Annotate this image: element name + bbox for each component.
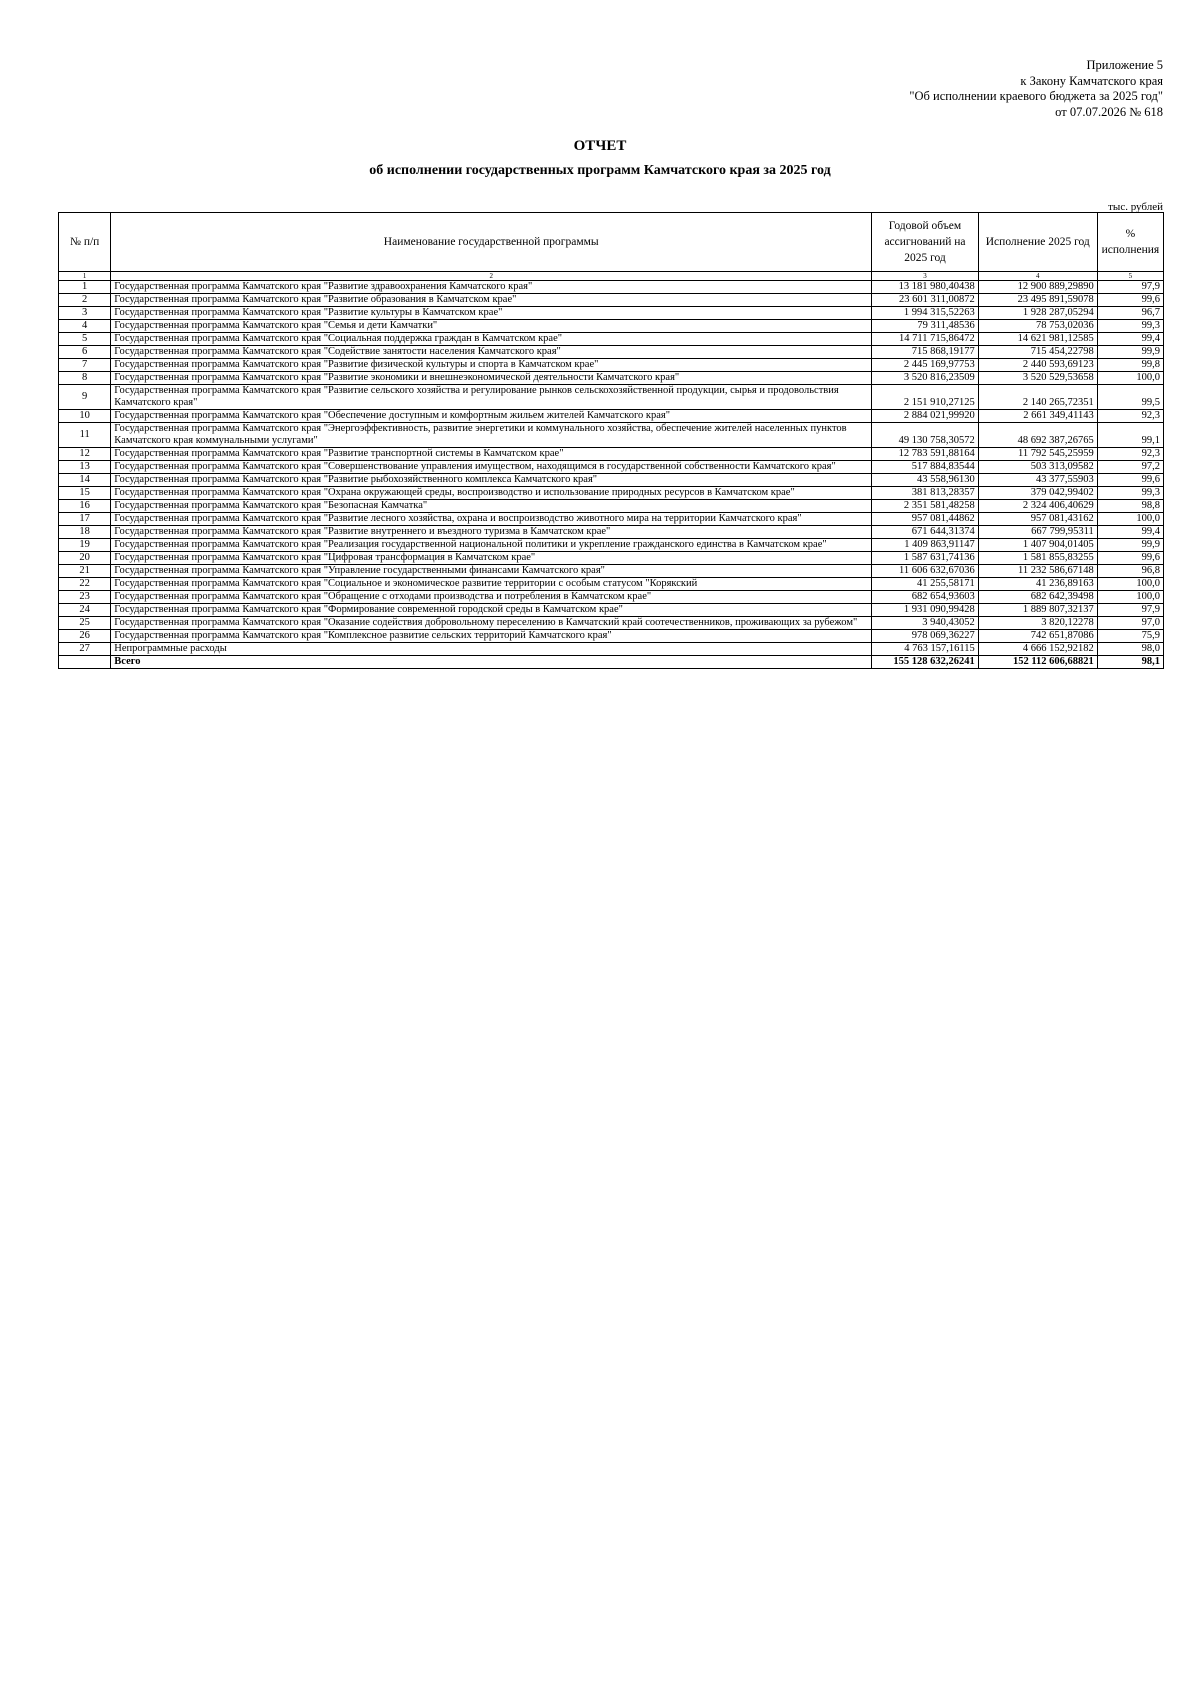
program-name: Непрограммные расходы	[111, 643, 872, 656]
executed-amount: 2 440 593,69123	[978, 359, 1097, 372]
planned-amount: 517 884,83544	[872, 461, 979, 474]
table-row	[59, 500, 1164, 513]
program-name: Государственная программа Камчатского края "Формирование современной городской среды в Камчатском крае"	[111, 604, 872, 617]
table-row	[59, 565, 1164, 578]
program-name: Государственная программа Камчатского края "Развитие экономики и внешнеэкономической деятельности Камчатского края"	[111, 372, 872, 385]
execution-percent: 99,6	[1097, 474, 1163, 487]
execution-percent: 99,4	[1097, 526, 1163, 539]
execution-percent: 99,6	[1097, 552, 1163, 565]
executed-amount: 715 454,22798	[978, 346, 1097, 359]
planned-amount: 3 940,43052	[872, 617, 979, 630]
planned-amount: 79 311,48536	[872, 320, 979, 333]
table-row	[59, 604, 1164, 617]
table-row	[59, 578, 1164, 591]
executed-amount: 1 407 904,01405	[978, 539, 1097, 552]
planned-amount: 2 445 169,97753	[872, 359, 979, 372]
executed-amount: 14 621 981,12585	[978, 333, 1097, 346]
planned-amount: 2 884 021,99920	[872, 410, 979, 423]
execution-percent: 96,8	[1097, 565, 1163, 578]
executed-amount: 4 666 152,92182	[978, 643, 1097, 656]
row-number: 24	[59, 604, 111, 617]
total-num-cell	[59, 656, 111, 669]
report-subtitle: об исполнении государственных программ Камчатского края за 2025 год	[369, 163, 831, 178]
row-number: 2	[59, 294, 111, 307]
planned-amount: 3 520 816,23509	[872, 372, 979, 385]
executed-amount: 1 928 287,05294	[978, 307, 1097, 320]
table-row	[59, 372, 1164, 385]
execution-percent: 98,0	[1097, 643, 1163, 656]
execution-percent: 97,9	[1097, 281, 1163, 294]
table-row	[59, 448, 1164, 461]
program-name: Государственная программа Камчатского края "Развитие рыбохозяйственного комплекса Камчатского края"	[111, 474, 872, 487]
row-number: 21	[59, 565, 111, 578]
row-number: 5	[59, 333, 111, 346]
planned-amount: 1 994 315,52263	[872, 307, 979, 320]
row-number: 9	[59, 385, 111, 410]
executed-amount: 957 081,43162	[978, 513, 1097, 526]
table-row	[59, 526, 1164, 539]
row-number: 16	[59, 500, 111, 513]
column-numbers-row	[59, 272, 1164, 281]
program-name: Государственная программа Камчатского края "Реализация государственной национальной политики и укрепление гражданского единства в Камчатском крае"	[111, 539, 872, 552]
executed-amount: 41 236,89163	[978, 578, 1097, 591]
row-number: 13	[59, 461, 111, 474]
row-number: 14	[59, 474, 111, 487]
execution-percent: 99,6	[1097, 294, 1163, 307]
executed-amount: 2 661 349,41143	[978, 410, 1097, 423]
program-name: Государственная программа Камчатского края "Содействие занятости населения Камчатского края"	[111, 346, 872, 359]
row-number: 17	[59, 513, 111, 526]
program-name: Государственная программа Камчатского края "Комплексное развитие сельских территорий Камчатского края"	[111, 630, 872, 643]
row-number: 8	[59, 372, 111, 385]
row-number: 12	[59, 448, 111, 461]
executed-amount: 503 313,09582	[978, 461, 1097, 474]
planned-amount: 4 763 157,16115	[872, 643, 979, 656]
execution-percent: 99,4	[1097, 333, 1163, 346]
table-row	[59, 307, 1164, 320]
program-name: Государственная программа Камчатского края "Оказание содействия добровольному переселению в Камчатский край соотечественников, проживающих за рубежом"	[111, 617, 872, 630]
total-row	[59, 656, 1164, 669]
table-row	[59, 539, 1164, 552]
row-number: 25	[59, 617, 111, 630]
executed-amount: 2 324 406,40629	[978, 500, 1097, 513]
table-row	[59, 474, 1164, 487]
execution-percent: 75,9	[1097, 630, 1163, 643]
planned-amount: 2 351 581,48258	[872, 500, 979, 513]
program-name: Государственная программа Камчатского края "Управление государственными финансами Камчатского края"	[111, 565, 872, 578]
program-name: Государственная программа Камчатского края "Развитие физической культуры и спорта в Камчатском крае"	[111, 359, 872, 372]
table-row	[59, 346, 1164, 359]
program-name: Государственная программа Камчатского края "Цифровая трансформация в Камчатском крае"	[111, 552, 872, 565]
executed-amount: 43 377,55903	[978, 474, 1097, 487]
program-name: Государственная программа Камчатского края "Социальная поддержка граждан в Камчатском крае"	[111, 333, 872, 346]
execution-percent: 99,9	[1097, 346, 1163, 359]
appendix-line: от 07.07.2026 № 618	[1055, 104, 1163, 119]
appendix-note	[909, 58, 1163, 120]
total-plan: 155 128 632,26241	[872, 656, 979, 669]
row-number: 27	[59, 643, 111, 656]
planned-amount: 43 558,96130	[872, 474, 979, 487]
program-name: Государственная программа Камчатского края "Семья и дети Камчатки"	[111, 320, 872, 333]
table-row	[59, 487, 1164, 500]
header-fact: Исполнение 2025 год	[978, 213, 1097, 272]
program-name: Государственная программа Камчатского края "Обеспечение доступным и комфортным жильем жителей Камчатского края"	[111, 410, 872, 423]
execution-percent: 100,0	[1097, 591, 1163, 604]
executed-amount: 379 042,99402	[978, 487, 1097, 500]
execution-percent: 100,0	[1097, 513, 1163, 526]
row-number: 10	[59, 410, 111, 423]
table-row	[59, 333, 1164, 346]
table-row	[59, 423, 1164, 448]
execution-percent: 99,1	[1097, 423, 1163, 448]
execution-percent: 97,9	[1097, 604, 1163, 617]
executed-amount: 3 820,12278	[978, 617, 1097, 630]
planned-amount: 381 813,28357	[872, 487, 979, 500]
header-plan: Годовой объем ассигнований на 2025 год	[872, 213, 979, 272]
executed-amount: 667 799,95311	[978, 526, 1097, 539]
execution-percent: 99,5	[1097, 385, 1163, 410]
executed-amount: 1 889 807,32137	[978, 604, 1097, 617]
table-row	[59, 630, 1164, 643]
table-row	[59, 281, 1164, 294]
execution-percent: 98,8	[1097, 500, 1163, 513]
planned-amount: 1 409 863,91147	[872, 539, 979, 552]
executed-amount: 742 651,87086	[978, 630, 1097, 643]
planned-amount: 671 644,31374	[872, 526, 979, 539]
program-name: Государственная программа Камчатского края "Развитие образования в Камчатском крае"	[111, 294, 872, 307]
row-number: 22	[59, 578, 111, 591]
execution-percent: 97,2	[1097, 461, 1163, 474]
planned-amount: 11 606 632,67036	[872, 565, 979, 578]
program-name: Государственная программа Камчатского края "Развитие внутреннего и въездного туризма в Камчатском крае"	[111, 526, 872, 539]
total-label: Всего	[111, 656, 872, 669]
planned-amount: 12 783 591,88164	[872, 448, 979, 461]
planned-amount: 2 151 910,27125	[872, 385, 979, 410]
programs-table	[58, 212, 1164, 669]
program-name: Государственная программа Камчатского края "Обращение с отходами производства и потребления в Камчатском крае"	[111, 591, 872, 604]
units-label: тыс. рублей	[1108, 201, 1163, 213]
execution-percent: 99,3	[1097, 320, 1163, 333]
program-name: Государственная программа Камчатского края "Социальное и экономическое развитие территории с особым статусом "Корякский	[111, 578, 872, 591]
row-number: 6	[59, 346, 111, 359]
planned-amount: 49 130 758,30572	[872, 423, 979, 448]
table-row	[59, 294, 1164, 307]
executed-amount: 11 232 586,67148	[978, 565, 1097, 578]
table-row	[59, 513, 1164, 526]
table-row	[59, 410, 1164, 423]
program-name: Государственная программа Камчатского края "Безопасная Камчатка"	[111, 500, 872, 513]
executed-amount: 1 581 855,83255	[978, 552, 1097, 565]
executed-amount: 11 792 545,25959	[978, 448, 1097, 461]
program-name: Государственная программа Камчатского края "Развитие здравоохранения Камчатского края"	[111, 281, 872, 294]
planned-amount: 978 069,36227	[872, 630, 979, 643]
table-row	[59, 461, 1164, 474]
execution-percent: 97,0	[1097, 617, 1163, 630]
appendix-line: Приложение 5	[1086, 58, 1163, 72]
program-name: Государственная программа Камчатского края "Охрана окружающей среды, воспроизводство и использование природных ресурсов в Камчатском крае"	[111, 487, 872, 500]
row-number: 15	[59, 487, 111, 500]
column-number: 5	[1097, 272, 1163, 281]
header-pct: % исполнения	[1097, 213, 1163, 272]
row-number: 18	[59, 526, 111, 539]
column-number: 3	[872, 272, 979, 281]
planned-amount: 1 931 090,99428	[872, 604, 979, 617]
row-number: 19	[59, 539, 111, 552]
execution-percent: 99,3	[1097, 487, 1163, 500]
appendix-line: к Закону Камчатского края	[1020, 73, 1163, 88]
execution-percent: 92,3	[1097, 410, 1163, 423]
row-number: 7	[59, 359, 111, 372]
planned-amount: 13 181 980,40438	[872, 281, 979, 294]
row-number: 1	[59, 281, 111, 294]
planned-amount: 1 587 631,74136	[872, 552, 979, 565]
table-row	[59, 320, 1164, 333]
execution-percent: 96,7	[1097, 307, 1163, 320]
row-number: 23	[59, 591, 111, 604]
header-num: № п/п	[59, 213, 111, 272]
executed-amount: 48 692 387,26765	[978, 423, 1097, 448]
table-row	[59, 591, 1164, 604]
planned-amount: 14 711 715,86472	[872, 333, 979, 346]
table-row	[59, 385, 1164, 410]
executed-amount: 23 495 891,59078	[978, 294, 1097, 307]
program-name: Государственная программа Камчатского края "Энергоэффективность, развитие энергетики и коммунального хозяйства, обеспечение жителей населенных пунктов Камчатского края коммунальными услугами"	[111, 423, 872, 448]
table-row	[59, 643, 1164, 656]
planned-amount: 957 081,44862	[872, 513, 979, 526]
report-title: ОТЧЕТ	[573, 138, 627, 154]
execution-percent: 99,8	[1097, 359, 1163, 372]
row-number: 26	[59, 630, 111, 643]
table-header-row	[59, 213, 1164, 272]
appendix-line: "Об исполнении краевого бюджета за 2025 год"	[909, 89, 1163, 103]
program-name: Государственная программа Камчатского края "Развитие сельского хозяйства и регулирование рынков сельскохозяйственной продукции, сырья и продовольствия Камчатского края"	[111, 385, 872, 410]
table-row	[59, 552, 1164, 565]
executed-amount: 682 642,39498	[978, 591, 1097, 604]
executed-amount: 3 520 529,53658	[978, 372, 1097, 385]
table-row	[59, 359, 1164, 372]
executed-amount: 78 753,02036	[978, 320, 1097, 333]
table-body	[59, 281, 1164, 656]
executed-amount: 12 900 889,29890	[978, 281, 1097, 294]
column-number: 4	[978, 272, 1097, 281]
execution-percent: 100,0	[1097, 372, 1163, 385]
column-number: 2	[111, 272, 872, 281]
execution-percent: 100,0	[1097, 578, 1163, 591]
executed-amount: 2 140 265,72351	[978, 385, 1097, 410]
planned-amount: 41 255,58171	[872, 578, 979, 591]
total-pct: 98,1	[1097, 656, 1163, 669]
row-number: 20	[59, 552, 111, 565]
table-row	[59, 617, 1164, 630]
row-number: 11	[59, 423, 111, 448]
program-name: Государственная программа Камчатского края "Развитие транспортной системы в Камчатском крае"	[111, 448, 872, 461]
execution-percent: 99,9	[1097, 539, 1163, 552]
row-number: 3	[59, 307, 111, 320]
total-fact: 152 112 606,68821	[978, 656, 1097, 669]
row-number: 4	[59, 320, 111, 333]
planned-amount: 682 654,93603	[872, 591, 979, 604]
program-name: Государственная программа Камчатского края "Развитие лесного хозяйства, охрана и воспроизводство животного мира на территории Камчатского края"	[111, 513, 872, 526]
program-name: Государственная программа Камчатского края "Развитие культуры в Камчатском крае"	[111, 307, 872, 320]
header-name: Наименование государственной программы	[111, 213, 872, 272]
program-name: Государственная программа Камчатского края "Совершенствование управления имуществом, находящимся в государственной собственности Камчатского края"	[111, 461, 872, 474]
column-number: 1	[59, 272, 111, 281]
planned-amount: 23 601 311,00872	[872, 294, 979, 307]
planned-amount: 715 868,19177	[872, 346, 979, 359]
execution-percent: 92,3	[1097, 448, 1163, 461]
